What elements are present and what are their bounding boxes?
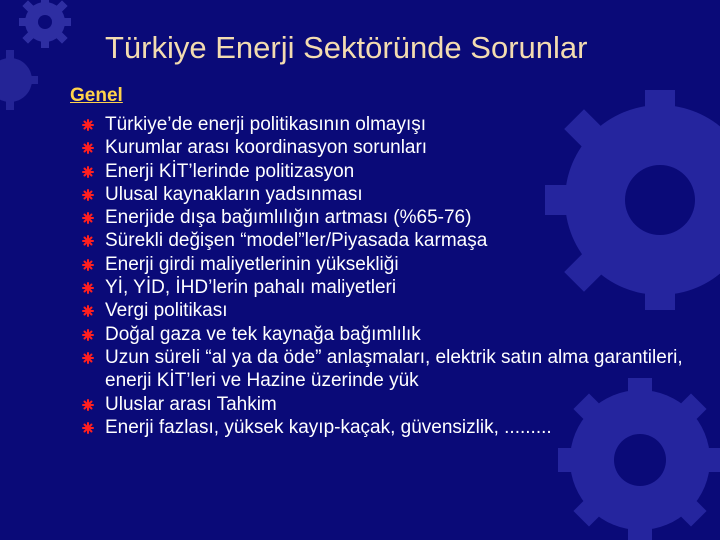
list-item [82,323,710,346]
gear-hub-icon [38,15,52,29]
asterisk-bullet-icon [82,329,94,341]
list-item-text: Enerji girdi maliyetlerinin yüksekliği [105,253,399,275]
list-item [82,136,710,159]
asterisk-bullet-icon [82,259,94,271]
asterisk-bullet-icon [82,119,94,131]
asterisk-bullet-icon [82,166,94,178]
section-heading: Genel [70,85,123,106]
asterisk-bullet-icon [82,235,94,247]
bullet-list [82,113,710,439]
list-item [82,229,710,252]
asterisk-bullet-icon [82,422,94,434]
asterisk-bullet-icon [82,212,94,224]
list-item-text: Enerji fazlası, yüksek kayıp-kaçak, güvensizlik, ......... [105,416,552,438]
list-item [82,253,710,276]
gear-hub-icon [614,434,666,486]
list-item-text: Uluslar arası Tahkim [105,393,277,415]
list-item-text: Türkiye’de enerji politikasının olmayışı [105,114,427,135]
list-item-text: Vergi politikası [105,300,228,322]
list-item [82,346,710,393]
asterisk-bullet-icon [82,282,94,294]
asterisk-bullet-icon [82,305,94,317]
slide-title: Türkiye Enerji Sektöründe Sorunlar [105,30,588,65]
list-item-text: Ulusal kaynakların yadsınması [105,183,363,205]
list-item-text: Sürekli değişen “model”ler/Piyasada karmaşa [105,230,488,252]
list-item [82,206,710,229]
list-item [82,113,710,136]
list-item-text: Uzun süreli “al ya da öde” anlaşmaları, elektrik satın alma garantileri, enerji KİT’leri ve Hazine üzerinde yük [105,346,683,392]
list-item [82,393,710,416]
list-item [82,183,710,206]
list-item [82,299,710,322]
asterisk-bullet-icon [82,399,94,411]
list-item-text: Enerjide dışa bağımlılığın artması (%65-76) [105,207,472,229]
list-item [82,276,710,299]
list-item-text: Doğal gaza ve tek kaynağa bağımlılık [105,323,421,345]
asterisk-bullet-icon [82,142,94,154]
list-item-text: Enerji KİT’lerinde politizasyon [105,160,355,182]
gear-icon [0,50,38,110]
asterisk-bullet-icon [82,352,94,364]
list-item-text: Kurumlar arası koordinasyon sorunları [105,137,428,159]
list-item [82,160,710,183]
list-item-text: Yİ, YİD, İHD’lerin pahalı maliyetleri [105,277,397,299]
list-item [82,416,710,439]
asterisk-bullet-icon [82,189,94,201]
